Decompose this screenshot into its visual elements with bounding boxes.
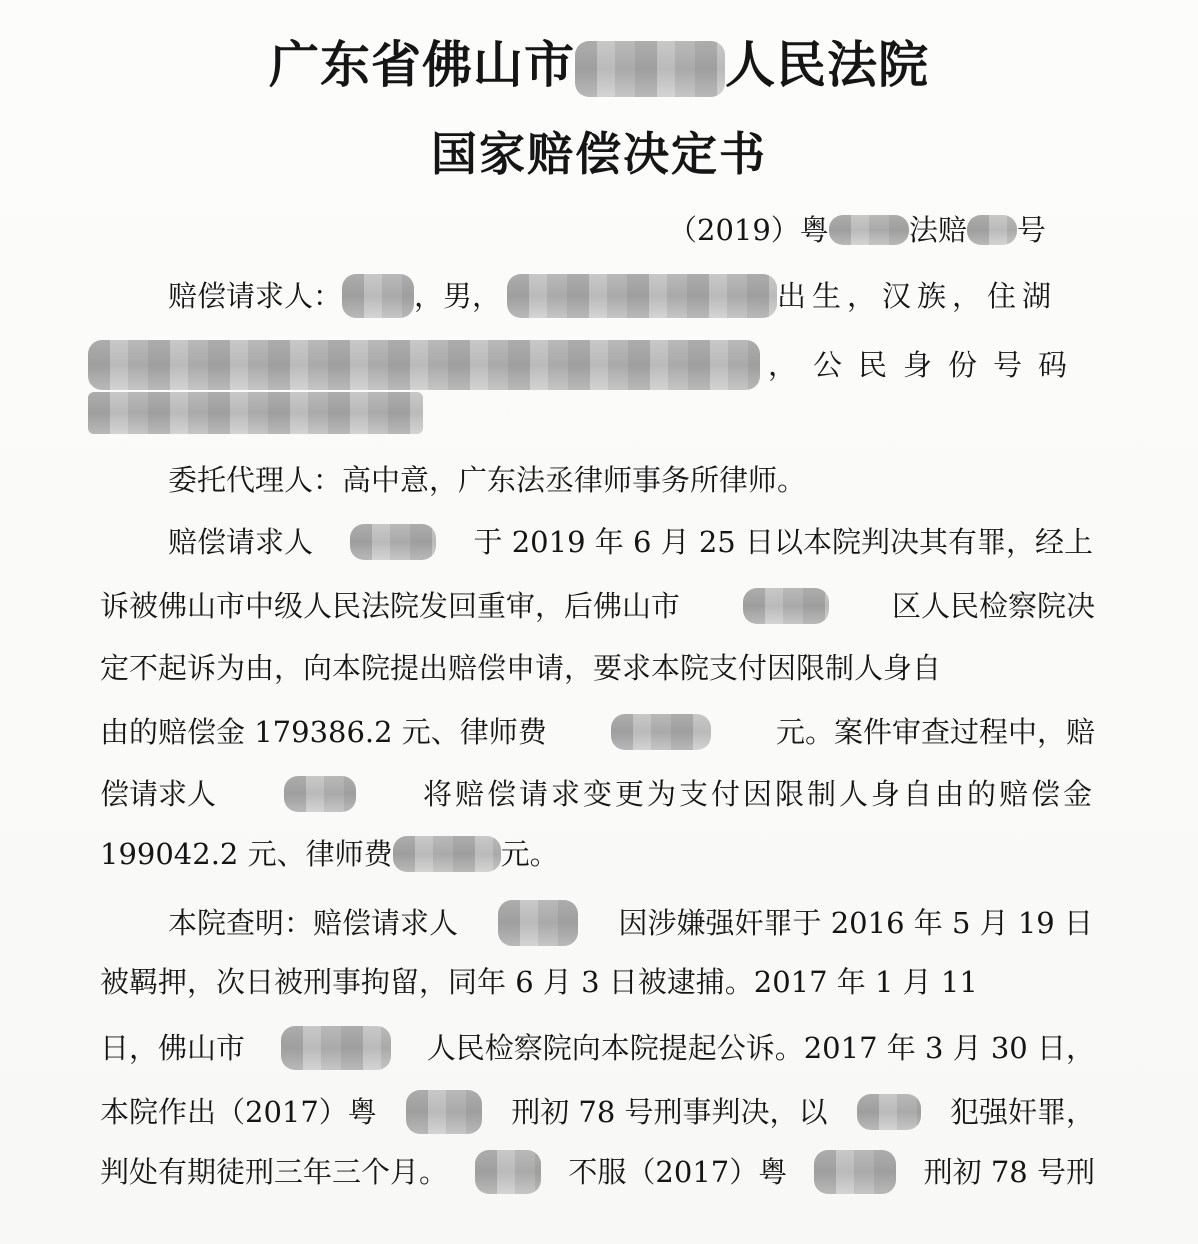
paragraph-line bbox=[100, 586, 1095, 626]
redaction-block bbox=[281, 1026, 391, 1070]
redaction-block bbox=[743, 588, 829, 624]
text: 犯强奸罪， bbox=[949, 1095, 1095, 1129]
address-line bbox=[88, 340, 1093, 390]
text: 将赔偿请求变更为支付因限制人身自由的赔偿金 bbox=[422, 777, 1095, 811]
redaction-block bbox=[342, 274, 414, 318]
redaction-block bbox=[814, 1150, 896, 1194]
agent-line: 委托代理人：高中意，广东法丞律师事务所律师。 bbox=[168, 463, 807, 497]
paragraph-line bbox=[100, 1026, 1095, 1070]
text: 出生，汉族，住湖 bbox=[777, 279, 1058, 313]
text: 不服（2017）粤 bbox=[568, 1155, 788, 1189]
text: 日，佛山市 bbox=[100, 1031, 246, 1065]
text: 刑初 78 号刑 bbox=[923, 1155, 1095, 1189]
text: 199042.2 元、律师费 bbox=[100, 837, 393, 871]
case-number-prefix: （2019）粤 bbox=[668, 213, 829, 247]
text: 于 2019 年 6 月 25 日以本院判决其有罪，经上 bbox=[473, 525, 1093, 559]
court-title-suffix: 人民法院 bbox=[725, 36, 929, 94]
redaction-block bbox=[967, 215, 1017, 245]
text: 判处有期徒刑三年三个月。 bbox=[100, 1155, 449, 1189]
redaction-block bbox=[498, 900, 578, 946]
redaction-block bbox=[406, 1090, 482, 1134]
text: 刑初 78 号刑事判决，以 bbox=[511, 1095, 828, 1129]
paragraph-line bbox=[100, 1090, 1095, 1134]
case-number-suffix: 号 bbox=[1016, 213, 1046, 247]
text: 元。案件审查过程中，赔 bbox=[775, 715, 1095, 749]
court-title-prefix: 广东省佛山市 bbox=[269, 36, 575, 94]
redaction-block bbox=[857, 1094, 921, 1130]
redaction-block bbox=[507, 274, 777, 318]
redaction-block bbox=[284, 776, 356, 812]
paragraph-line bbox=[100, 712, 1095, 752]
redaction-block bbox=[611, 714, 711, 750]
text: 赔偿请求人： bbox=[168, 279, 343, 313]
text: ，公民身份号码 bbox=[768, 348, 1084, 382]
text: ，男， bbox=[414, 279, 502, 313]
case-number bbox=[668, 210, 1046, 250]
claimant-line bbox=[168, 274, 1093, 318]
case-number-middle: 法赔 bbox=[908, 213, 967, 247]
document-title: 国家赔偿决定书 bbox=[431, 127, 767, 181]
redaction-block bbox=[475, 1150, 541, 1194]
redaction-block bbox=[88, 392, 423, 434]
paragraph-line: 定不起诉为由，向本院提出赔偿申请，要求本院支付因限制人身自 bbox=[100, 651, 942, 685]
text: 本院查明：赔偿请求人 bbox=[168, 906, 459, 940]
redaction-block bbox=[393, 836, 501, 872]
text: 由的赔偿金 179386.2 元、律师费 bbox=[100, 715, 547, 749]
court-title bbox=[0, 32, 1198, 98]
redaction-block bbox=[829, 215, 909, 245]
paragraph-line bbox=[100, 774, 1095, 814]
text: 区人民检察院决 bbox=[891, 589, 1095, 623]
id-number-line bbox=[88, 392, 1083, 434]
paragraph-line: 被羁押，次日被刑事拘留，同年 6 月 3 日被逮捕。2017 年 1 月 11 bbox=[100, 965, 978, 999]
paragraph-line bbox=[168, 522, 1093, 562]
paragraph-line bbox=[100, 834, 1095, 874]
text: 偿请求人 bbox=[100, 777, 217, 811]
redaction-block bbox=[575, 41, 725, 97]
text: 诉被佛山市中级人民法院发回重审，后佛山市 bbox=[100, 589, 681, 623]
text: 因涉嫌强奸罪于 2016 年 5 月 19 日 bbox=[618, 906, 1093, 940]
text: 赔偿请求人 bbox=[168, 525, 314, 559]
redaction-block bbox=[350, 524, 436, 560]
text: 本院作出（2017）粤 bbox=[100, 1095, 377, 1129]
redaction-block bbox=[88, 340, 760, 390]
text: 元。 bbox=[500, 837, 559, 871]
paragraph-line bbox=[100, 1150, 1095, 1194]
paragraph-line bbox=[168, 900, 1093, 946]
text: 人民检察院向本院提起公诉。2017 年 3 月 30 日， bbox=[426, 1031, 1095, 1065]
